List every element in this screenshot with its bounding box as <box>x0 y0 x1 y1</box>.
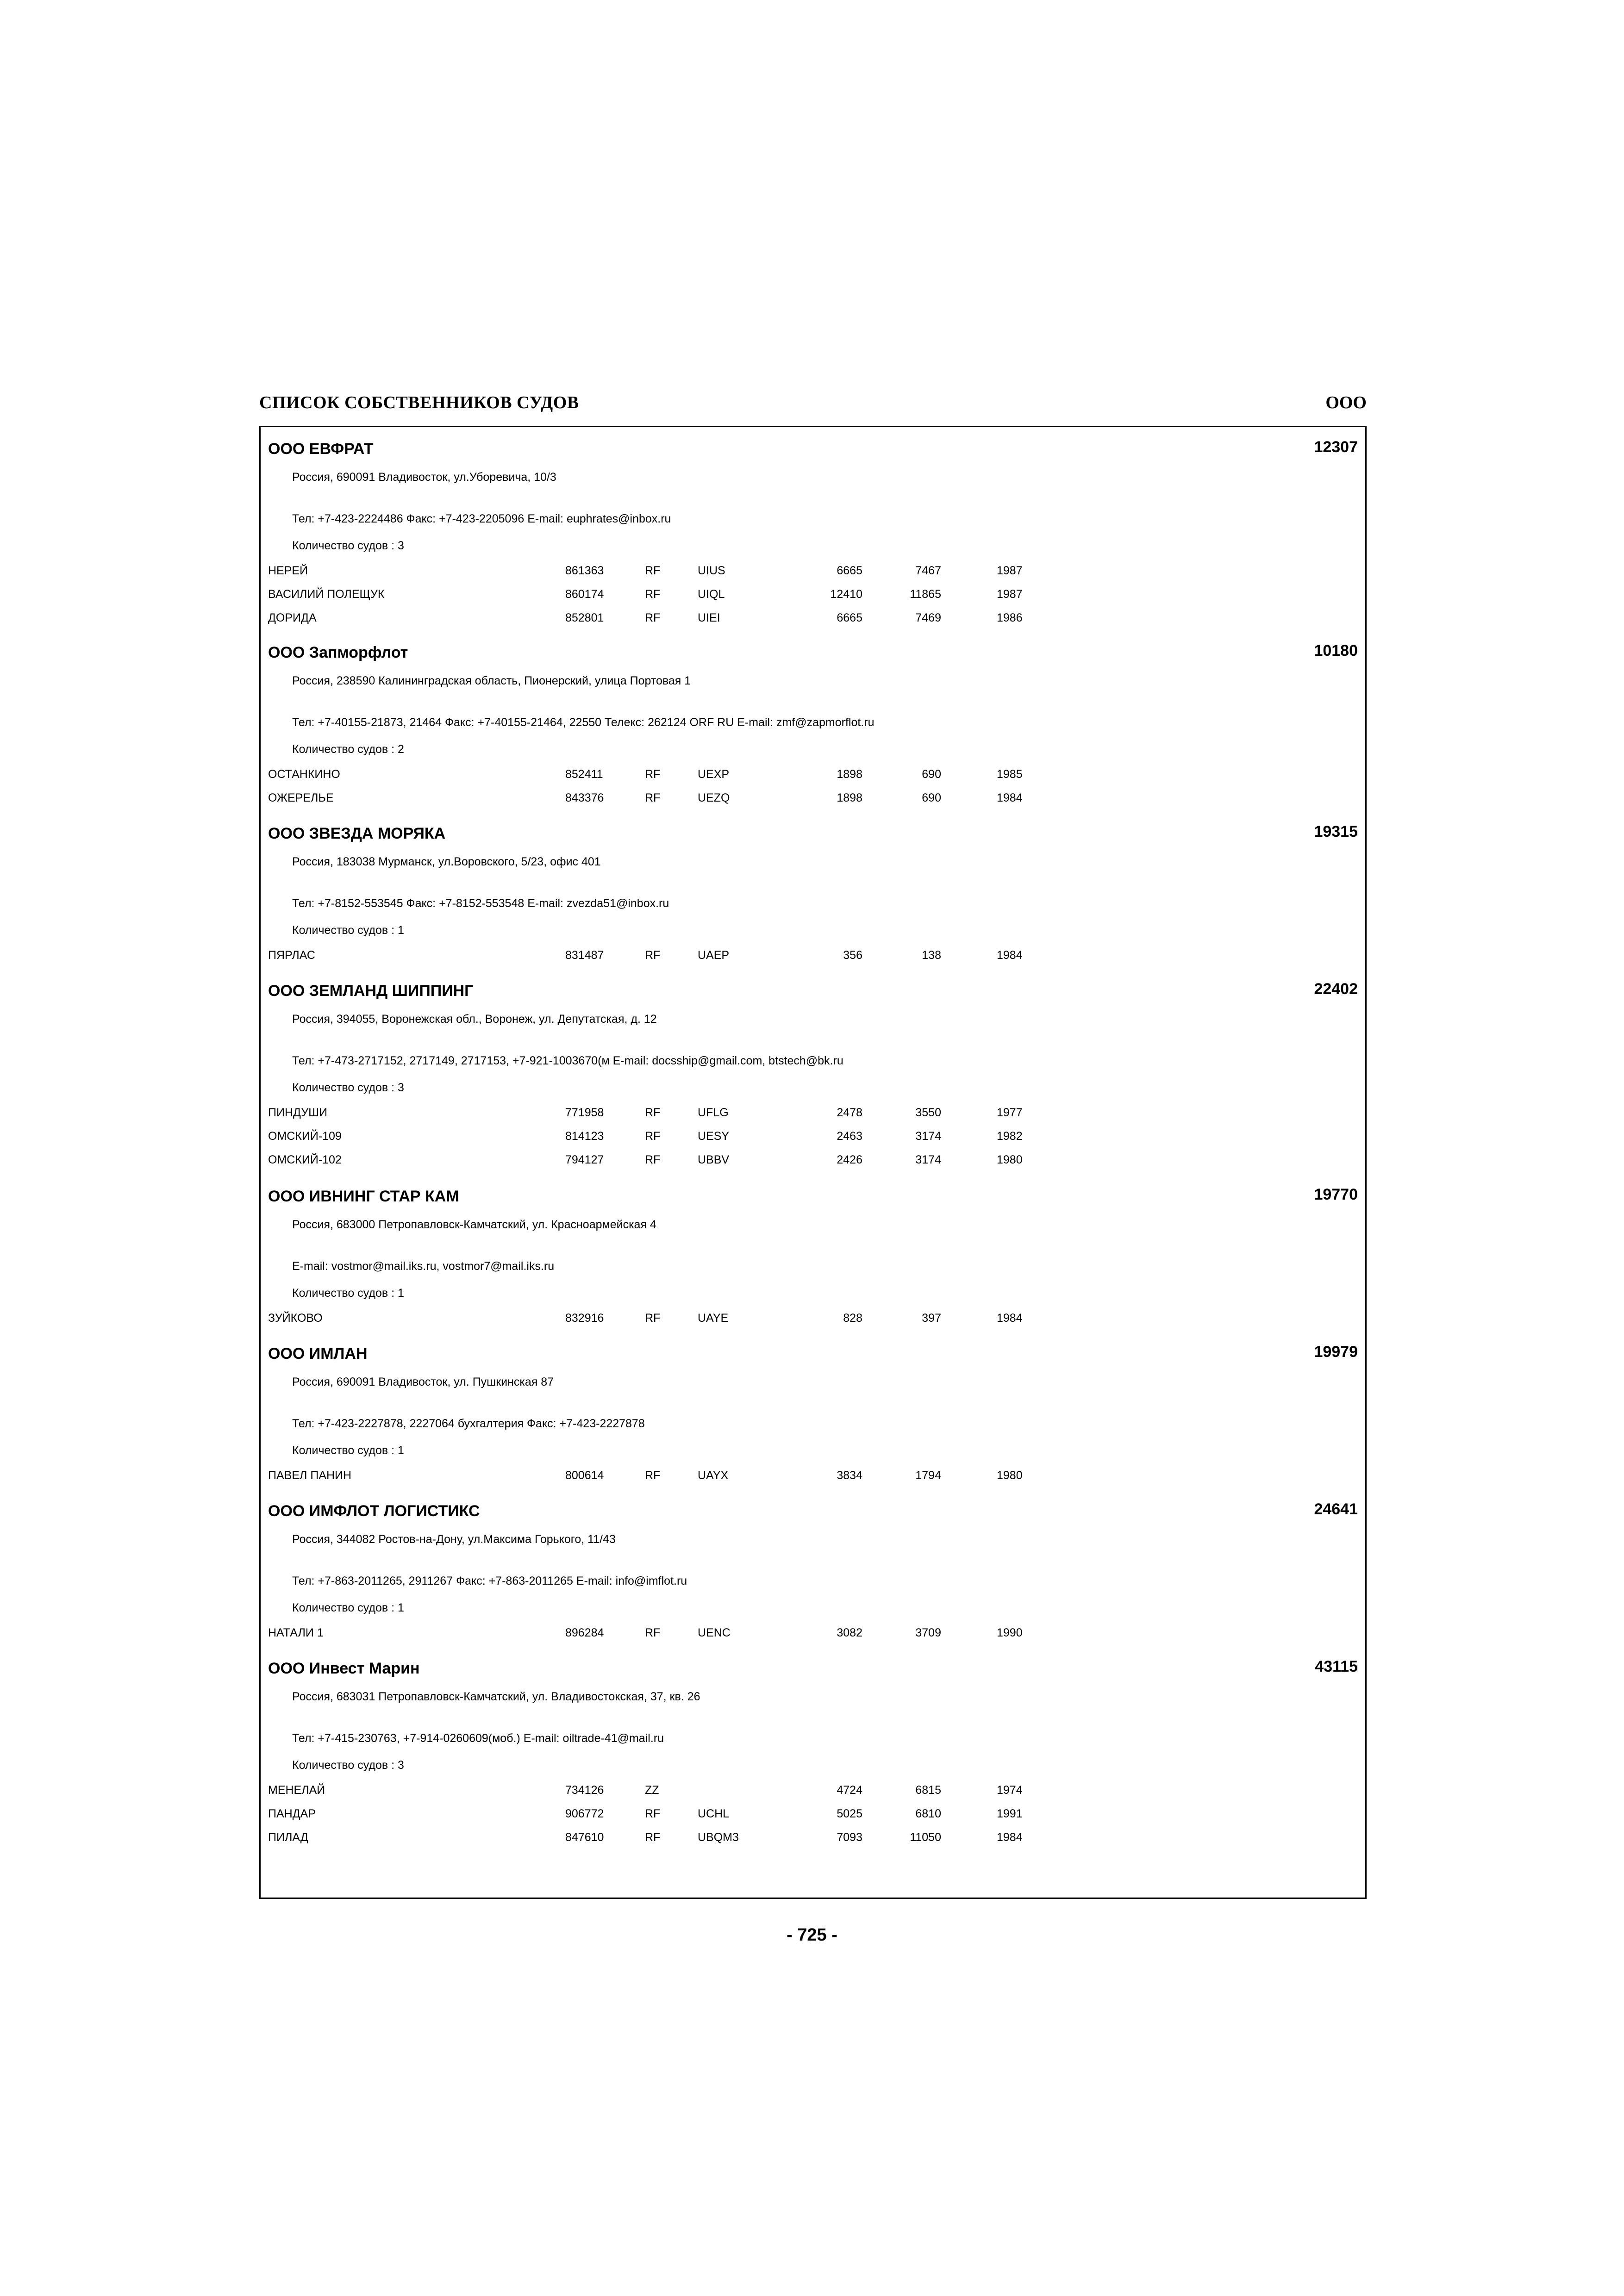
vessel-year: 1984 <box>997 791 1023 804</box>
owner-address: Россия, 683000 Петропавловск-Камчатский, ул. Красноармейская 4 <box>292 1218 656 1231</box>
vessel-row <box>261 564 1365 588</box>
vessel-number: 852801 <box>565 611 604 624</box>
vessel-callsign: UFLG <box>698 1106 729 1119</box>
vessel-year: 1977 <box>997 1106 1023 1119</box>
owner-address: Россия, 690091 Владивосток, ул.Уборевича, 10/3 <box>292 471 556 484</box>
vessel-name: ПЯРЛАС <box>268 949 315 962</box>
vessel-year: 1982 <box>997 1130 1023 1143</box>
vessel-number: 906772 <box>565 1807 604 1820</box>
owner-id: 19770 <box>1314 1186 1358 1203</box>
vessel-callsign: UIEI <box>698 611 720 624</box>
owner-id: 10180 <box>1314 642 1358 660</box>
vessel-flag: RF <box>645 588 661 601</box>
vessel-name: ПАВЕЛ ПАНИН <box>268 1469 352 1482</box>
owner-entry <box>261 812 1365 969</box>
vessel-dw: 7469 <box>915 611 941 624</box>
owner-id: 43115 <box>1315 1658 1358 1675</box>
owner-name: ООО Инвест Марин <box>268 1660 420 1677</box>
vessel-flag: RF <box>645 1153 661 1166</box>
vessel-year: 1974 <box>997 1784 1023 1797</box>
vessel-dw: 138 <box>922 949 941 962</box>
vessel-number: 771958 <box>565 1106 604 1119</box>
owner-id: 24641 <box>1314 1500 1358 1518</box>
vessel-year: 1985 <box>997 768 1023 781</box>
vessel-list <box>261 1784 1365 1854</box>
vessel-year: 1980 <box>997 1153 1023 1166</box>
vessel-flag: RF <box>645 1831 661 1844</box>
page-title: СПИСОК СОБСТВЕННИКОВ СУДОВ <box>259 393 579 412</box>
vessel-dw: 11865 <box>910 588 941 601</box>
vessel-gt: 3834 <box>837 1469 862 1482</box>
vessel-dw: 690 <box>922 768 941 781</box>
vessel-gt: 1898 <box>837 791 862 804</box>
vessel-gt: 2478 <box>837 1106 862 1119</box>
vessel-list <box>261 1106 1365 1177</box>
vessel-dw: 3174 <box>915 1153 941 1166</box>
vessel-name: ПИНДУШИ <box>268 1106 327 1119</box>
owner-id: 19315 <box>1314 823 1358 840</box>
vessel-year: 1987 <box>997 588 1023 601</box>
vessel-callsign: UAYX <box>698 1469 729 1482</box>
vessel-gt: 7093 <box>837 1831 862 1844</box>
owner-address: Россия, 683031 Петропавловск-Камчатский, ул. Владивостокская, 37, кв. 26 <box>292 1690 700 1703</box>
vessel-gt: 828 <box>843 1312 862 1325</box>
vessel-name: НАТАЛИ 1 <box>268 1626 324 1639</box>
owner-entry <box>261 631 1365 812</box>
vessel-flag: RF <box>645 564 661 577</box>
vessel-year: 1984 <box>997 1831 1023 1844</box>
vessel-count: Количество судов : 3 <box>292 539 404 552</box>
vessel-row <box>261 1130 1365 1153</box>
vessel-flag: RF <box>645 611 661 624</box>
vessel-flag: RF <box>645 1106 661 1119</box>
vessel-number: 847610 <box>565 1831 604 1844</box>
vessel-name: ОМСКИЙ-109 <box>268 1130 342 1143</box>
vessel-callsign: UESY <box>698 1130 730 1143</box>
vessel-dw: 3550 <box>915 1106 941 1119</box>
vessel-name: ОЖЕРЕЛЬЕ <box>268 791 334 804</box>
vessel-dw: 6815 <box>915 1784 941 1797</box>
vessel-dw: 1794 <box>915 1469 941 1482</box>
owners-frame <box>259 426 1367 1899</box>
vessel-count: Количество судов : 3 <box>292 1081 404 1094</box>
vessel-gt: 2463 <box>837 1130 862 1143</box>
vessel-row <box>261 588 1365 611</box>
owner-name: ООО ИМФЛОТ ЛОГИСТИКС <box>268 1502 480 1520</box>
section-label: ООО <box>1325 393 1367 412</box>
vessel-flag: RF <box>645 949 661 962</box>
vessel-row <box>261 1807 1365 1831</box>
vessel-list <box>261 564 1365 635</box>
vessel-name: ДОРИДА <box>268 611 317 624</box>
vessel-name: МЕНЕЛАЙ <box>268 1784 325 1797</box>
owner-contacts: Тел: +7-863-2011265, 2911267 Факс: +7-863-2011265 E-mail: info@imflot.ru <box>292 1574 687 1587</box>
vessel-flag: RF <box>645 768 661 781</box>
vessel-callsign: UBQM3 <box>698 1831 739 1844</box>
vessel-gt: 12410 <box>830 588 862 601</box>
vessel-row <box>261 1831 1365 1854</box>
vessel-flag: RF <box>645 1807 661 1820</box>
vessel-callsign: UIUS <box>698 564 725 577</box>
vessel-number: 860174 <box>565 588 604 601</box>
owner-contacts: Тел: +7-423-2227878, 2227064 бухгалтерия Факс: +7-423-2227878 <box>292 1417 645 1430</box>
owner-entry <box>261 1175 1365 1332</box>
owner-contacts: Тел: +7-423-2224486 Факс: +7-423-2205096 E-mail: euphrates@inbox.ru <box>292 512 671 525</box>
owner-contacts: E-mail: vostmor@mail.iks.ru, vostmor7@mail.iks.ru <box>292 1260 555 1273</box>
owner-name: ООО ИМЛАН <box>268 1345 368 1363</box>
owner-name: ООО ИВНИНГ СТАР КАМ <box>268 1188 459 1205</box>
vessel-flag: RF <box>645 1469 661 1482</box>
vessel-count: Количество судов : 2 <box>292 743 404 756</box>
owner-address: Россия, 238590 Калининградская область, Пионерский, улица Портовая 1 <box>292 674 691 687</box>
vessel-number: 852411 <box>565 768 603 781</box>
vessel-gt: 6665 <box>837 564 862 577</box>
vessel-number: 831487 <box>565 949 604 962</box>
owner-address: Россия, 690091 Владивосток, ул. Пушкинская 87 <box>292 1375 554 1388</box>
vessel-flag: RF <box>645 791 661 804</box>
vessel-year: 1984 <box>997 1312 1023 1325</box>
page-header <box>259 392 1370 420</box>
vessel-flag: ZZ <box>645 1784 659 1797</box>
vessel-name: ВАСИЛИЙ ПОЛЕЩУК <box>268 588 385 601</box>
owner-entry <box>261 969 1365 1175</box>
owner-entry <box>261 1647 1365 1852</box>
owner-name: ООО ЗВЕЗДА МОРЯКА <box>268 825 446 842</box>
owner-address: Россия, 183038 Мурманск, ул.Воровского, 5/23, офис 401 <box>292 855 601 868</box>
vessel-number: 843376 <box>565 791 604 804</box>
owner-contacts: Тел: +7-415-230763, +7-914-0260609(моб.) E-mail: oiltrade-41@mail.ru <box>292 1732 664 1745</box>
vessel-dw: 3709 <box>915 1626 941 1639</box>
vessel-gt: 5025 <box>837 1807 862 1820</box>
owner-id: 19979 <box>1314 1343 1358 1361</box>
vessel-dw: 7467 <box>915 564 941 577</box>
vessel-year: 1984 <box>997 949 1023 962</box>
vessel-callsign: UCHL <box>698 1807 730 1820</box>
vessel-count: Количество судов : 3 <box>292 1759 404 1772</box>
page-number: - 725 - <box>787 1925 837 1945</box>
vessel-row <box>261 1153 1365 1177</box>
vessel-callsign: UBBV <box>698 1153 730 1166</box>
vessel-count: Количество судов : 1 <box>292 1601 404 1614</box>
vessel-year: 1980 <box>997 1469 1023 1482</box>
vessel-name: ОСТАНКИНО <box>268 768 340 781</box>
owner-entry <box>261 1489 1365 1647</box>
vessel-name: ОМСКИЙ-102 <box>268 1153 342 1166</box>
vessel-flag: RF <box>645 1626 661 1639</box>
vessel-name: ПИЛАД <box>268 1831 308 1844</box>
vessel-list <box>261 768 1365 815</box>
owner-entry <box>261 427 1365 631</box>
vessel-name: ПАНДАР <box>268 1807 316 1820</box>
vessel-number: 800614 <box>565 1469 604 1482</box>
vessel-row <box>261 1784 1365 1807</box>
owner-address: Россия, 344082 Ростов-на-Дону, ул.Максима Горького, 11/43 <box>292 1533 616 1546</box>
vessel-year: 1987 <box>997 564 1023 577</box>
owner-id: 22402 <box>1314 980 1358 998</box>
vessel-callsign: UAYE <box>698 1312 729 1325</box>
vessel-year: 1986 <box>997 611 1023 624</box>
vessel-gt: 2426 <box>837 1153 862 1166</box>
vessel-dw: 11050 <box>910 1831 941 1844</box>
vessel-number: 734126 <box>565 1784 604 1797</box>
vessel-gt: 6665 <box>837 611 862 624</box>
vessel-name: НЕРЕЙ <box>268 564 308 577</box>
vessel-dw: 690 <box>922 791 941 804</box>
vessel-callsign: UIQL <box>698 588 725 601</box>
vessel-gt: 4724 <box>837 1784 862 1797</box>
owner-contacts: Тел: +7-40155-21873, 21464 Факс: +7-40155-21464, 22550 Телекс: 262124 ORF RU E-mail: zmf@zapmorflot.ru <box>292 716 874 729</box>
vessel-number: 896284 <box>565 1626 604 1639</box>
vessel-row <box>261 768 1365 791</box>
owner-entry <box>261 1332 1365 1489</box>
vessel-gt: 3082 <box>837 1626 862 1639</box>
vessel-gt: 356 <box>843 949 862 962</box>
owner-name: ООО Запморфлот <box>268 644 408 661</box>
vessel-flag: RF <box>645 1312 661 1325</box>
vessel-number: 814123 <box>565 1130 604 1143</box>
owner-name: ООО ЕВФРАТ <box>268 440 374 458</box>
owner-id: 12307 <box>1314 438 1358 456</box>
vessel-dw: 397 <box>922 1312 941 1325</box>
owner-contacts: Тел: +7-8152-553545 Факс: +7-8152-553548 E-mail: zvezda51@inbox.ru <box>292 897 669 910</box>
owner-name: ООО ЗЕМЛАНД ШИППИНГ <box>268 982 474 1000</box>
vessel-row <box>261 1106 1365 1130</box>
vessel-number: 832916 <box>565 1312 604 1325</box>
vessel-count: Количество судов : 1 <box>292 1444 404 1457</box>
vessel-flag: RF <box>645 1130 661 1143</box>
vessel-number: 861363 <box>565 564 604 577</box>
vessel-gt: 1898 <box>837 768 862 781</box>
vessel-dw: 3174 <box>915 1130 941 1143</box>
vessel-count: Количество судов : 1 <box>292 924 404 937</box>
vessel-number: 794127 <box>565 1153 604 1166</box>
vessel-callsign: UEXP <box>698 768 730 781</box>
owner-address: Россия, 394055, Воронежская обл., Воронеж, ул. Депутатская, д. 12 <box>292 1013 657 1026</box>
vessel-callsign: UAEP <box>698 949 730 962</box>
vessel-count: Количество судов : 1 <box>292 1287 404 1300</box>
vessel-dw: 6810 <box>915 1807 941 1820</box>
vessel-callsign: UENC <box>698 1626 731 1639</box>
vessel-callsign: UEZQ <box>698 791 730 804</box>
owner-contacts: Тел: +7-473-2717152, 2717149, 2717153, +7-921-1003670(м E-mail: docsship@gmail.com, btstech@bk.ru <box>292 1054 843 1067</box>
vessel-name: ЗУЙКОВО <box>268 1312 323 1325</box>
vessel-year: 1991 <box>997 1807 1023 1820</box>
vessel-year: 1990 <box>997 1626 1023 1639</box>
